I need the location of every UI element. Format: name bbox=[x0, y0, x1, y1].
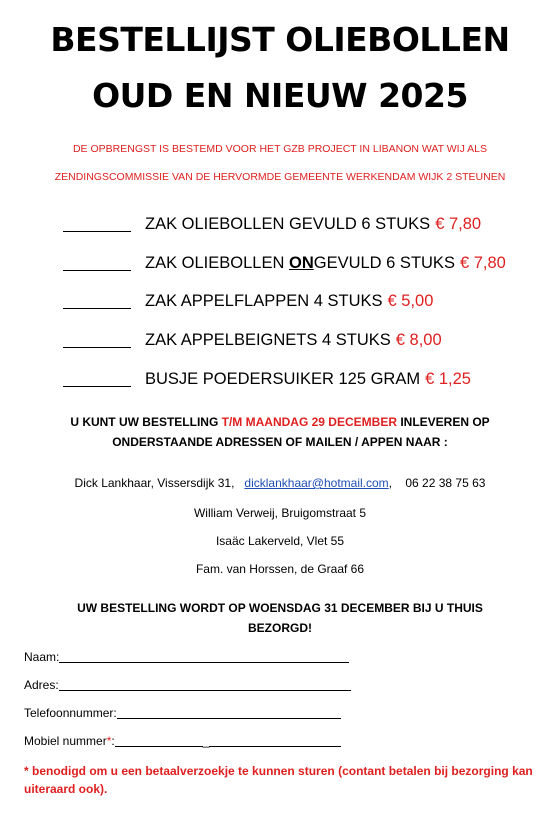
contact-1 bbox=[0, 475, 560, 491]
contact-email-link[interactable]: dicklankhaar@hotmail.com bbox=[244, 476, 389, 490]
address-row bbox=[24, 677, 351, 693]
item-label: ZAK APPELFLAPPEN 4 STUKS bbox=[145, 292, 383, 310]
quantity-blank[interactable] bbox=[63, 308, 131, 309]
item-label: BUSJE POEDERSUIKER 125 GRAM bbox=[145, 370, 421, 388]
contact-4: Fam. van Horssen, de Graaf 66 bbox=[195, 562, 365, 576]
contact-phone: 06 22 38 75 63 bbox=[405, 476, 486, 490]
page-title-line1: BESTELLIJST OLIEBOLLEN bbox=[50, 20, 510, 59]
order-info-line1 bbox=[0, 412, 560, 432]
phone-row bbox=[24, 705, 341, 721]
delivery-line2: BEZORGD! bbox=[248, 621, 312, 635]
phone-label: Telefoonnummer: bbox=[24, 706, 117, 720]
quantity-blank[interactable] bbox=[63, 270, 131, 271]
quantity-blank[interactable] bbox=[63, 231, 131, 232]
mobile-field-part2[interactable] bbox=[209, 746, 341, 747]
mobile-separator: _ bbox=[202, 734, 210, 748]
item-label: ZAK APPELBEIGNETS 4 STUKS bbox=[145, 331, 391, 349]
item-label-emphasis: ON bbox=[288, 254, 314, 272]
footnote: * benodigd om u een betaalverzoekje te kunnen sturen (contant betalen bij bezorging kan uiteraard ook). bbox=[24, 764, 533, 796]
address-field[interactable] bbox=[59, 690, 351, 691]
order-info-text: U KUNT UW BESTELLING bbox=[70, 415, 222, 429]
required-star: * bbox=[106, 734, 112, 748]
order-item-3 bbox=[63, 289, 433, 313]
order-item-2 bbox=[63, 251, 506, 275]
mobile-colon: : bbox=[111, 734, 115, 748]
email-comma: , bbox=[388, 476, 393, 490]
order-item-5 bbox=[63, 367, 471, 391]
purpose-note-line2: ZENDINGSCOMMISSIE VAN DE HERVORMDE GEMEENTE WERKENDAM WIJK 2 STEUNEN bbox=[54, 171, 506, 183]
item-label-start: ZAK OLIEBOLLEN bbox=[145, 254, 289, 272]
item-price: € 7,80 bbox=[459, 254, 506, 272]
quantity-blank[interactable] bbox=[63, 347, 131, 348]
mobile-row bbox=[24, 733, 341, 749]
order-info-text-end: INLEVEREN OP bbox=[396, 415, 490, 429]
contact-name-address: Dick Lankhaar, Vissersdijk 31, bbox=[74, 476, 235, 490]
item-label: ZAK OLIEBOLLEN GEVULD 6 STUKS bbox=[145, 215, 431, 233]
name-field[interactable] bbox=[59, 662, 349, 663]
contact-2: William Verweij, Bruigomstraat 5 bbox=[193, 506, 367, 520]
item-price: € 1,25 bbox=[425, 370, 471, 388]
phone-field[interactable] bbox=[117, 718, 341, 719]
order-deadline: T/M MAANDAG 29 DECEMBER bbox=[221, 415, 397, 429]
order-info-line2: ONDERSTAANDE ADRESSEN OF MAILEN / APPEN NAAR : bbox=[112, 435, 448, 449]
order-item-4 bbox=[63, 328, 442, 352]
contact-3: Isaäc Lakerveld, Vlet 55 bbox=[215, 534, 345, 548]
mobile-label: Mobiel nummer bbox=[24, 734, 107, 748]
item-price: € 8,00 bbox=[395, 331, 442, 349]
delivery-line1: UW BESTELLING WORDT OP WOENSDAG 31 DECEMBER BIJ U THUIS bbox=[77, 601, 483, 615]
item-label-end: GEVULD 6 STUKS bbox=[313, 254, 455, 272]
item-price: € 7,80 bbox=[435, 215, 482, 233]
quantity-blank[interactable] bbox=[63, 386, 131, 387]
order-item-1 bbox=[63, 212, 481, 236]
item-price: € 5,00 bbox=[387, 292, 434, 310]
name-row bbox=[24, 649, 349, 665]
address-label: Adres: bbox=[24, 678, 59, 692]
purpose-note-line1: DE OPBRENGST IS BESTEMD VOOR HET GZB PROJECT IN LIBANON WAT WIJ ALS bbox=[72, 143, 488, 155]
name-label: Naam: bbox=[24, 650, 60, 664]
page-title-line2: OUD EN NIEUW 2025 bbox=[92, 76, 468, 115]
item-label bbox=[145, 251, 455, 275]
mobile-field-part1[interactable] bbox=[115, 746, 203, 747]
